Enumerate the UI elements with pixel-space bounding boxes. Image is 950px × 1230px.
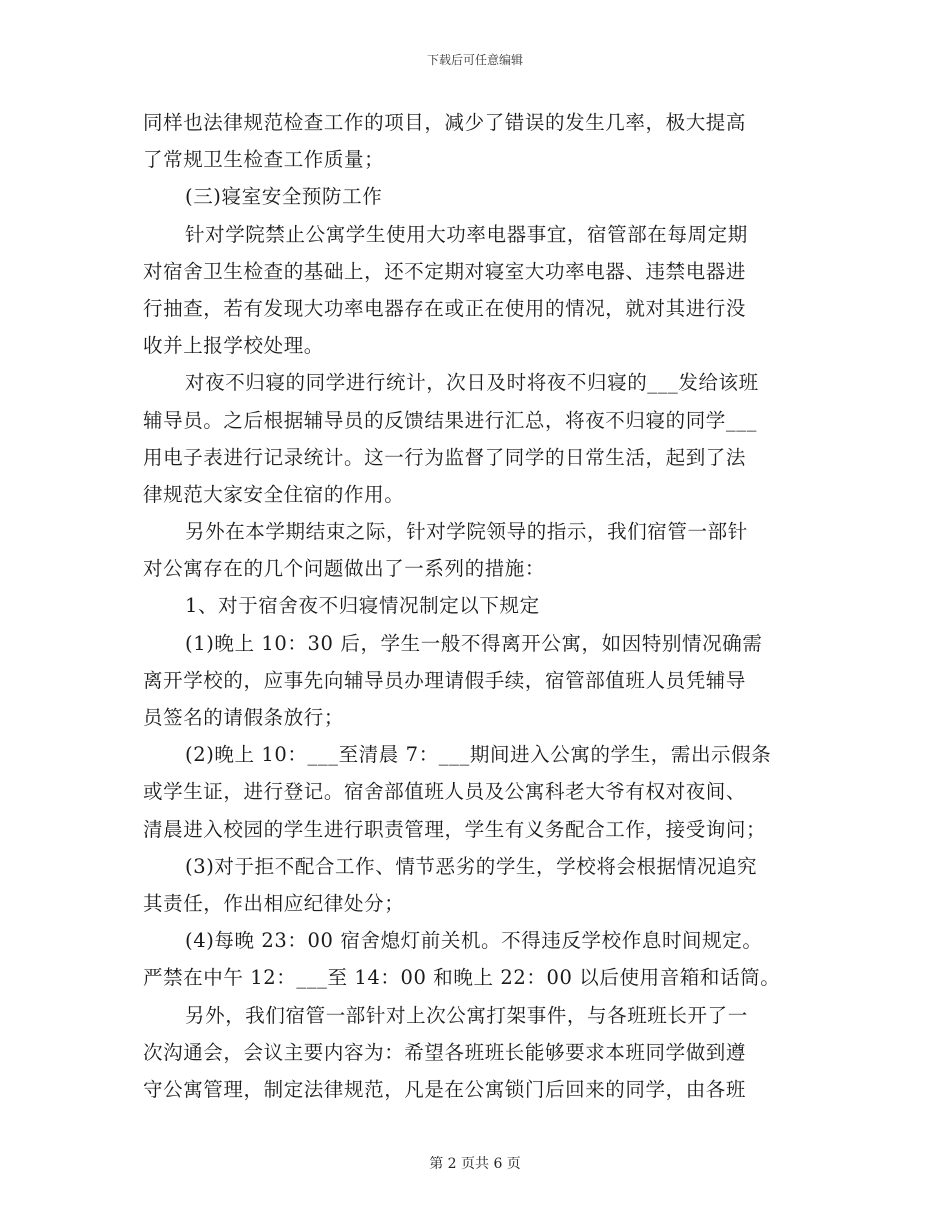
text-line: 次沟通会，会议主要内容为：希望各班班长能够要求本班同学做到遵 (143, 1040, 747, 1064)
text-line: (三)寝室安全预防工作 (185, 185, 383, 209)
text-line: 守公寓管理，制定法律规范，凡是在公寓锁门后回来的同学，由各班 (143, 1077, 747, 1101)
text-line: 另外在本学期结束之际，针对学院领导的指示，我们宿管一部针 (185, 520, 748, 544)
text-line: 其责任，作出相应纪律处分； (143, 891, 405, 915)
text-line: 同样也法律规范检查工作的项目，减少了错误的发生几率，极大提高 (143, 111, 747, 134)
text-line: 收并上报学校处理。 (143, 334, 324, 358)
text-line: 律规范大家安全住宿的作用。 (143, 482, 405, 506)
text-line: 或学生证，进行登记。宿舍部值班人员及公寓科老大爷有权对夜间、 (143, 780, 747, 804)
text-line: 针对学院禁止公寓学生使用大功率电器事宜，宿管部在每周定期 (185, 222, 748, 246)
text-line: 员签名的请假条放行； (143, 706, 345, 729)
text-line: (2)晚上 10：___至清晨 7：___期间进入公寓的学生，需出示假条 (185, 743, 772, 767)
text-line: 行抽查，若有发现大功率电器存在或正在使用的情况，就对其进行没 (143, 296, 747, 320)
text-line: 对夜不归寝的同学进行统计，次日及时将夜不归寝的___发给该班 (185, 371, 759, 395)
text-line: 严禁在中午 12：___至 14：00 和晚上 22：00 以后使用音箱和话筒。 (143, 966, 781, 990)
text-line: 对公寓存在的几个问题做出了一系列的措施： (143, 557, 546, 581)
page-header: 下载后可任意编辑 (426, 53, 523, 67)
text-line: 对宿舍卫生检查的基础上，还不定期对寝室大功率电器、违禁电器进 (143, 259, 747, 283)
document-body (143, 104, 807, 1108)
text-line: 另外，我们宿管一部针对上次公寓打架事件，与各班班长开了一 (185, 1003, 748, 1027)
text-line: 了常规卫生检查工作质量； (143, 148, 385, 172)
text-line: (4)每晚 23：00 宿舍熄灯前关机。不得违反学校作息时间规定。 (185, 929, 763, 953)
text-line: 辅导员。之后根据辅导员的反馈结果进行汇总，将夜不归寝的同学___ (143, 408, 757, 432)
text-line: (1)晚上 10：30 后，学生一般不得离开公寓，如因特别情况确需 (185, 631, 763, 655)
page-footer: 第 2 页共 6 页 (429, 1156, 521, 1172)
text-line: 1、对于宿舍夜不归寝情况制定以下规定 (185, 594, 540, 618)
text-line: 离开学校的，应事先向辅导员办理请假手续，宿管部值班人员凭辅导 (143, 668, 747, 692)
text-line: 用电子表进行记录统计。这一行为监督了同学的日常生活，起到了法 (143, 445, 747, 469)
text-line: (3)对于拒不配合工作、情节恶劣的学生，学校将会根据情况追究 (185, 854, 758, 878)
text-line: 清晨进入校园的学生进行职责管理，学生有义务配合工作，接受询问； (143, 817, 767, 841)
